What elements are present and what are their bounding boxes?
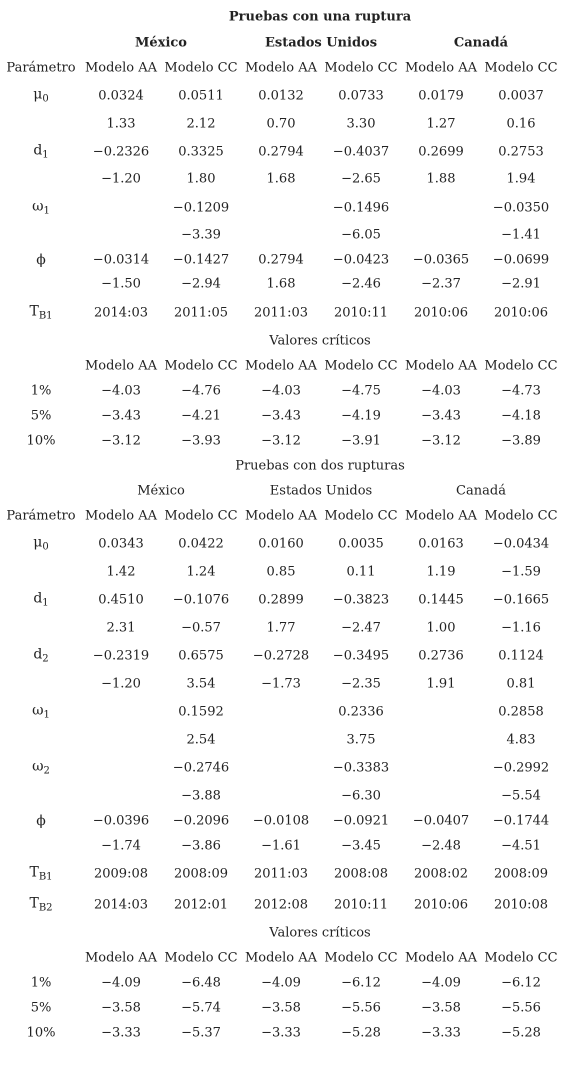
table-cell: −0.1427 bbox=[172, 252, 230, 268]
table-cell: 4.83 bbox=[506, 732, 536, 748]
significance-label: 1% bbox=[30, 975, 52, 991]
parameter-label bbox=[33, 88, 48, 105]
critical-model-header: Modelo CC bbox=[324, 950, 398, 966]
critical-value-cell: −3.89 bbox=[501, 433, 541, 449]
table-cell: 0.81 bbox=[506, 676, 536, 692]
table-cell: 0.0343 bbox=[98, 536, 144, 552]
table-cell: −0.0699 bbox=[492, 252, 550, 268]
table-cell: 3.75 bbox=[346, 732, 376, 748]
table-cell: 2008:09 bbox=[493, 866, 549, 882]
table-cell: 0.4510 bbox=[98, 592, 144, 608]
table-cell: −0.57 bbox=[181, 620, 221, 636]
table-cell: 1.27 bbox=[426, 116, 456, 132]
section2-title: Pruebas con dos rupturas bbox=[235, 458, 405, 474]
table-cell: −0.2319 bbox=[92, 648, 150, 664]
table-cell: 2.31 bbox=[106, 620, 136, 636]
table-cell: −1.20 bbox=[101, 676, 141, 692]
critical-value-cell: −3.58 bbox=[261, 1000, 301, 1016]
table-cell: 1.77 bbox=[266, 620, 296, 636]
table-cell: 0.85 bbox=[266, 564, 296, 580]
critical-value-cell: −4.09 bbox=[101, 975, 141, 991]
table-cell: 2010:06 bbox=[413, 897, 469, 913]
model-header: Modelo CC bbox=[484, 60, 558, 76]
table-cell: −0.1209 bbox=[172, 200, 230, 216]
critical-model-header: Modelo CC bbox=[164, 358, 238, 374]
table-cell: 0.0511 bbox=[178, 88, 224, 104]
table-cell: −0.2992 bbox=[492, 760, 550, 776]
critical-value-cell: −6.48 bbox=[181, 975, 221, 991]
table-cell: −3.88 bbox=[181, 788, 221, 804]
table-cell: 0.2899 bbox=[258, 592, 304, 608]
table-cell: 0.2699 bbox=[418, 144, 464, 160]
table-cell: −2.46 bbox=[341, 276, 381, 292]
parameter-symbol: ω bbox=[32, 198, 44, 215]
critical-value-cell: −4.18 bbox=[501, 408, 541, 424]
critical-value-cell: −3.43 bbox=[421, 408, 461, 424]
critical-values-title: Valores críticos bbox=[269, 925, 371, 941]
table-cell: −2.91 bbox=[501, 276, 541, 292]
table-cell: −3.86 bbox=[181, 838, 221, 854]
parameter-subscript: 0 bbox=[42, 541, 49, 553]
country-header: México bbox=[135, 35, 187, 51]
table-cell: 0.2336 bbox=[338, 704, 384, 720]
table-cell: 0.2794 bbox=[258, 252, 304, 268]
parameter-subscript: 1 bbox=[42, 597, 49, 609]
table-cell: 1.19 bbox=[426, 564, 456, 580]
table-cell: 3.30 bbox=[346, 116, 376, 132]
critical-model-header: Modelo AA bbox=[244, 950, 318, 966]
table-cell: −0.4037 bbox=[332, 144, 390, 160]
critical-model-header: Modelo AA bbox=[84, 358, 158, 374]
table-cell: −1.73 bbox=[261, 676, 301, 692]
table-cell: −0.0314 bbox=[92, 252, 150, 268]
critical-value-cell: −4.03 bbox=[421, 383, 461, 399]
critical-value-cell: −3.33 bbox=[101, 1025, 141, 1041]
parameter-subscript: 1 bbox=[42, 149, 49, 161]
table-cell: 2011:05 bbox=[173, 305, 229, 321]
critical-model-header: Modelo AA bbox=[84, 950, 158, 966]
parameter-label bbox=[33, 648, 48, 665]
table-cell: 0.1592 bbox=[178, 704, 224, 720]
critical-value-cell: −3.12 bbox=[421, 433, 461, 449]
critical-values-title: Valores críticos bbox=[269, 333, 371, 349]
parameter-symbol: T bbox=[29, 895, 39, 912]
table-cell: −0.1744 bbox=[492, 813, 550, 829]
table-cell: −0.3495 bbox=[332, 648, 390, 664]
model-header: Modelo CC bbox=[484, 508, 558, 524]
critical-value-cell: −5.74 bbox=[181, 1000, 221, 1016]
critical-value-cell: −4.21 bbox=[181, 408, 221, 424]
parameter-label bbox=[32, 704, 50, 721]
table-cell: −0.1665 bbox=[492, 592, 550, 608]
table-cell: 2010:11 bbox=[333, 897, 389, 913]
table-cell: −1.41 bbox=[501, 227, 541, 243]
parameter-symbol: d bbox=[33, 646, 43, 663]
critical-model-header: Modelo AA bbox=[244, 358, 318, 374]
parameter-symbol: μ bbox=[33, 534, 43, 551]
critical-value-cell: −4.76 bbox=[181, 383, 221, 399]
table-cell: 2014:03 bbox=[93, 897, 149, 913]
table-cell: 0.0035 bbox=[338, 536, 384, 552]
table-cell: 1.68 bbox=[266, 276, 296, 292]
country-header: Estados Unidos bbox=[269, 483, 373, 499]
model-header: Modelo AA bbox=[404, 508, 478, 524]
country-header: Canadá bbox=[456, 483, 506, 499]
table-cell: 1.68 bbox=[266, 171, 296, 187]
table-cell: −0.2096 bbox=[172, 813, 230, 829]
parameter-label bbox=[29, 866, 52, 883]
country-header: México bbox=[137, 483, 185, 499]
table-cell: 0.0163 bbox=[418, 536, 464, 552]
table-cell: 2011:03 bbox=[253, 866, 309, 882]
critical-value-cell: −3.93 bbox=[181, 433, 221, 449]
table-cell: −0.2326 bbox=[92, 144, 150, 160]
parameter-label bbox=[29, 305, 52, 322]
parameter-subscript: 2 bbox=[43, 765, 50, 777]
parameter-subscript: B1 bbox=[38, 871, 53, 883]
critical-value-cell: −5.56 bbox=[341, 1000, 381, 1016]
parameter-symbol: μ bbox=[33, 86, 43, 103]
parameter-header: Parámetro bbox=[6, 508, 76, 524]
parameter-label bbox=[32, 760, 50, 777]
parameter-subscript: 2 bbox=[42, 653, 49, 665]
parameter-label bbox=[33, 536, 48, 553]
critical-model-header: Modelo CC bbox=[164, 950, 238, 966]
table-cell: 0.2736 bbox=[418, 648, 464, 664]
critical-value-cell: −3.58 bbox=[101, 1000, 141, 1016]
table-cell: −4.51 bbox=[501, 838, 541, 854]
parameter-subscript: B1 bbox=[38, 310, 53, 322]
critical-value-cell: −3.33 bbox=[421, 1025, 461, 1041]
table-cell: −0.1076 bbox=[172, 592, 230, 608]
parameter-symbol: T bbox=[29, 864, 39, 881]
critical-value-cell: −5.37 bbox=[181, 1025, 221, 1041]
parameter-symbol: ϕ bbox=[36, 813, 46, 829]
country-header: Canadá bbox=[453, 35, 509, 51]
table-cell: 1.80 bbox=[186, 171, 216, 187]
table-cell: 1.33 bbox=[106, 116, 136, 132]
table-cell: 2.54 bbox=[186, 732, 216, 748]
parameter-subscript: B2 bbox=[38, 902, 53, 914]
table-cell: 2012:01 bbox=[173, 897, 229, 913]
table-cell: 2010:06 bbox=[493, 305, 549, 321]
parameter-label bbox=[36, 253, 46, 267]
table-cell: −6.30 bbox=[341, 788, 381, 804]
table-cell: −0.0108 bbox=[252, 813, 310, 829]
critical-value-cell: −3.33 bbox=[261, 1025, 301, 1041]
table-cell: 1.91 bbox=[426, 676, 456, 692]
table-cell: 3.54 bbox=[186, 676, 216, 692]
significance-label: 1% bbox=[30, 383, 52, 399]
table-cell: 2010:06 bbox=[413, 305, 469, 321]
table-cell: −3.45 bbox=[341, 838, 381, 854]
critical-value-cell: −4.09 bbox=[421, 975, 461, 991]
table-cell: 2008:08 bbox=[333, 866, 389, 882]
model-header: Modelo AA bbox=[244, 60, 318, 76]
table-cell: −1.61 bbox=[261, 838, 301, 854]
table-cell: −2.65 bbox=[341, 171, 381, 187]
critical-value-cell: −3.58 bbox=[421, 1000, 461, 1016]
table-cell: 1.24 bbox=[186, 564, 216, 580]
parameter-label bbox=[36, 814, 46, 828]
table-cell: −1.16 bbox=[501, 620, 541, 636]
model-header: Modelo CC bbox=[324, 508, 398, 524]
table-cell: 0.1445 bbox=[418, 592, 464, 608]
critical-value-cell: −3.12 bbox=[101, 433, 141, 449]
section1-title: Pruebas con una ruptura bbox=[228, 9, 412, 25]
table-cell: −0.0921 bbox=[332, 813, 390, 829]
parameter-symbol: ω bbox=[32, 758, 44, 775]
parameter-label bbox=[33, 144, 48, 161]
table-cell: 2011:03 bbox=[253, 305, 309, 321]
table-cell: −2.37 bbox=[421, 276, 461, 292]
model-header: Modelo AA bbox=[244, 508, 318, 524]
significance-label: 10% bbox=[26, 433, 56, 449]
table-cell: 2010:08 bbox=[493, 897, 549, 913]
table-cell: 0.0132 bbox=[258, 88, 304, 104]
critical-value-cell: −5.28 bbox=[341, 1025, 381, 1041]
critical-value-cell: −4.09 bbox=[261, 975, 301, 991]
table-cell: −0.0423 bbox=[332, 252, 390, 268]
table-cell: −2.48 bbox=[421, 838, 461, 854]
parameter-subscript: 1 bbox=[43, 709, 50, 721]
parameter-symbol: d bbox=[33, 590, 43, 607]
table-cell: −0.1496 bbox=[332, 200, 390, 216]
table-cell: −0.3383 bbox=[332, 760, 390, 776]
critical-value-cell: −3.12 bbox=[261, 433, 301, 449]
parameter-header: Parámetro bbox=[6, 60, 76, 76]
parameter-label bbox=[33, 592, 48, 609]
table-cell: −1.20 bbox=[101, 171, 141, 187]
table-cell: 0.0422 bbox=[178, 536, 224, 552]
table-cell: 0.0733 bbox=[338, 88, 384, 104]
table-cell: 2014:03 bbox=[93, 305, 149, 321]
parameter-label bbox=[32, 200, 50, 217]
table-cell: 0.70 bbox=[266, 116, 296, 132]
critical-value-cell: −4.19 bbox=[341, 408, 381, 424]
model-header: Modelo AA bbox=[84, 60, 158, 76]
critical-model-header: Modelo CC bbox=[484, 358, 558, 374]
table-cell: 0.3325 bbox=[178, 144, 224, 160]
table-cell: −0.0365 bbox=[412, 252, 470, 268]
table-cell: −6.05 bbox=[341, 227, 381, 243]
parameter-subscript: 0 bbox=[42, 93, 49, 105]
significance-label: 5% bbox=[30, 1000, 52, 1016]
table-cell: 1.00 bbox=[426, 620, 456, 636]
critical-model-header: Modelo AA bbox=[404, 950, 478, 966]
country-header: Estados Unidos bbox=[264, 35, 378, 51]
model-header: Modelo CC bbox=[164, 60, 238, 76]
table-cell: 2008:02 bbox=[413, 866, 469, 882]
table-cell: 0.0037 bbox=[498, 88, 544, 104]
table-cell: −2.35 bbox=[341, 676, 381, 692]
table-cell: 0.0179 bbox=[418, 88, 464, 104]
table-cell: 0.1124 bbox=[498, 648, 544, 664]
table-cell: 2012:08 bbox=[253, 897, 309, 913]
table-cell: 2008:09 bbox=[173, 866, 229, 882]
table-cell: −3.39 bbox=[181, 227, 221, 243]
critical-value-cell: −3.43 bbox=[261, 408, 301, 424]
critical-value-cell: −4.03 bbox=[261, 383, 301, 399]
parameter-symbol: T bbox=[29, 303, 39, 320]
model-header: Modelo CC bbox=[324, 60, 398, 76]
table-cell: 0.0324 bbox=[98, 88, 144, 104]
table-cell: −0.2746 bbox=[172, 760, 230, 776]
table-cell: −5.54 bbox=[501, 788, 541, 804]
table-cell: −2.94 bbox=[181, 276, 221, 292]
table-cell: −0.3823 bbox=[332, 592, 390, 608]
model-header: Modelo AA bbox=[84, 508, 158, 524]
parameter-subscript: 1 bbox=[43, 205, 50, 217]
critical-value-cell: −5.28 bbox=[501, 1025, 541, 1041]
table-cell: −2.47 bbox=[341, 620, 381, 636]
table-cell: 2.12 bbox=[186, 116, 216, 132]
table-cell: 1.88 bbox=[426, 171, 456, 187]
model-header: Modelo CC bbox=[164, 508, 238, 524]
table-cell: 1.42 bbox=[106, 564, 136, 580]
table-cell: −0.0434 bbox=[492, 536, 550, 552]
significance-label: 5% bbox=[30, 408, 52, 424]
table-cell: −0.0407 bbox=[412, 813, 470, 829]
table-cell: 0.0160 bbox=[258, 536, 304, 552]
parameter-symbol: ω bbox=[32, 702, 44, 719]
table-cell: 2010:11 bbox=[333, 305, 389, 321]
table-cell: 0.6575 bbox=[178, 648, 224, 664]
table-cell: 0.16 bbox=[506, 116, 536, 132]
table-cell: −1.50 bbox=[101, 276, 141, 292]
parameter-label bbox=[29, 897, 52, 914]
significance-label: 10% bbox=[26, 1025, 56, 1041]
table-cell: −0.2728 bbox=[252, 648, 310, 664]
table-cell: 0.2858 bbox=[498, 704, 544, 720]
critical-value-cell: −3.91 bbox=[341, 433, 381, 449]
model-header: Modelo AA bbox=[404, 60, 478, 76]
critical-value-cell: −6.12 bbox=[341, 975, 381, 991]
table-cell: −1.59 bbox=[501, 564, 541, 580]
table-cell: −0.0350 bbox=[492, 200, 550, 216]
table-cell: 1.94 bbox=[506, 171, 536, 187]
table-cell: 2009:08 bbox=[93, 866, 149, 882]
table-cell: 0.11 bbox=[346, 564, 376, 580]
table-cell: 0.2753 bbox=[498, 144, 544, 160]
critical-value-cell: −4.73 bbox=[501, 383, 541, 399]
critical-model-header: Modelo CC bbox=[484, 950, 558, 966]
critical-value-cell: −6.12 bbox=[501, 975, 541, 991]
critical-model-header: Modelo CC bbox=[324, 358, 398, 374]
parameter-symbol: d bbox=[33, 142, 43, 159]
critical-value-cell: −5.56 bbox=[501, 1000, 541, 1016]
critical-value-cell: −3.43 bbox=[101, 408, 141, 424]
critical-value-cell: −4.75 bbox=[341, 383, 381, 399]
table-cell: −0.0396 bbox=[92, 813, 150, 829]
table-cell: −1.74 bbox=[101, 838, 141, 854]
critical-value-cell: −4.03 bbox=[101, 383, 141, 399]
critical-model-header: Modelo AA bbox=[404, 358, 478, 374]
table-cell: 0.2794 bbox=[258, 144, 304, 160]
parameter-symbol: ϕ bbox=[36, 252, 46, 268]
